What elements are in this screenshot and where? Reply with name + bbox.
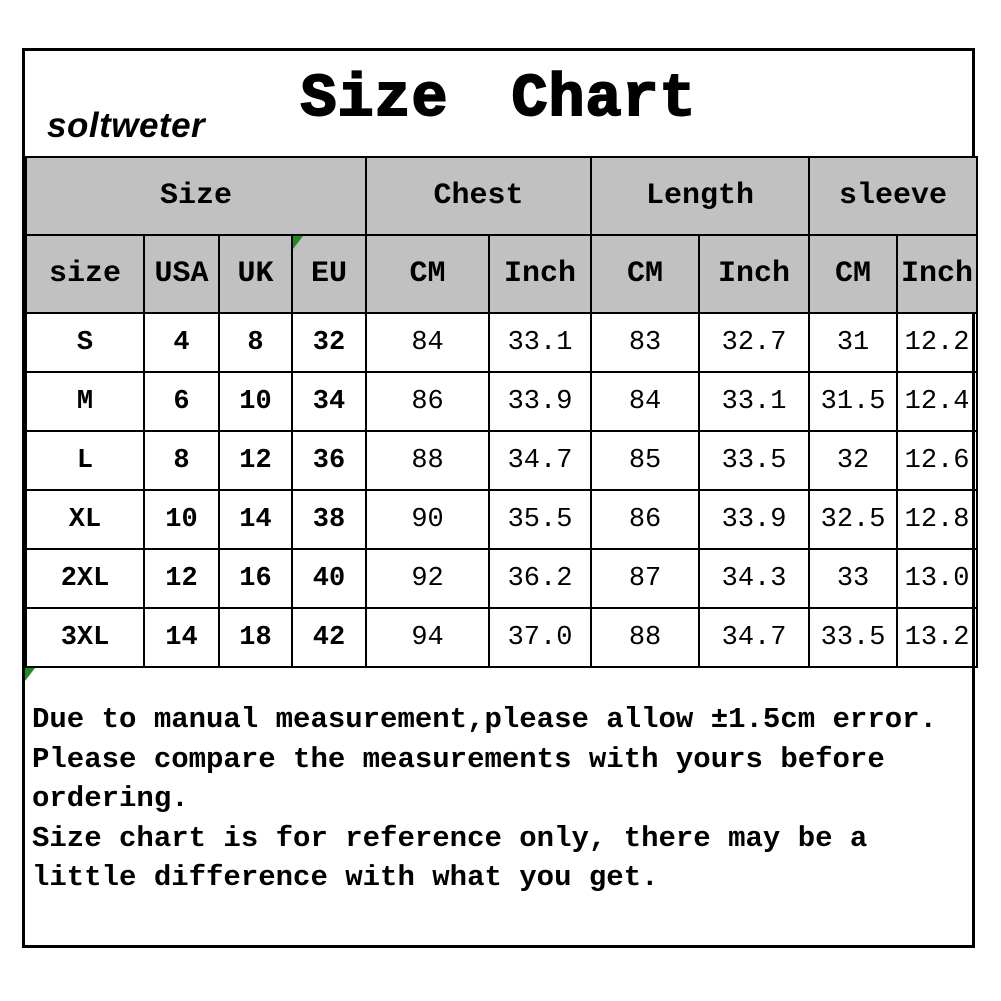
cell: 13.0: [897, 549, 977, 608]
cell: 84: [366, 313, 489, 372]
cell: 36: [292, 431, 366, 490]
cell: 84: [591, 372, 699, 431]
cell: XL: [26, 490, 144, 549]
cell: 34: [292, 372, 366, 431]
table-row-2xl: [26, 549, 977, 608]
col-header-length-inch: Inch: [699, 235, 809, 313]
group-header-length: Length: [591, 157, 809, 235]
cell: 38: [292, 490, 366, 549]
cell: 94: [366, 608, 489, 667]
cell: 92: [366, 549, 489, 608]
col-header-eu: [292, 235, 366, 313]
cell: 85: [591, 431, 699, 490]
size-chart-sheet: [22, 48, 975, 948]
cell: 33.9: [699, 490, 809, 549]
cell: 14: [219, 490, 292, 549]
cell: 31: [809, 313, 897, 372]
cell: 33.1: [489, 313, 591, 372]
size-table: [25, 156, 978, 668]
cell: 34.3: [699, 549, 809, 608]
cell: 86: [591, 490, 699, 549]
cell: 33: [809, 549, 897, 608]
cell: 10: [219, 372, 292, 431]
col-header-sleeve-inch: Inch: [897, 235, 977, 313]
cell: 33.5: [809, 608, 897, 667]
group-header-chest: Chest: [366, 157, 591, 235]
table-row-s: [26, 313, 977, 372]
title-band: [25, 51, 972, 156]
cell: 12: [219, 431, 292, 490]
col-header-uk: UK: [219, 235, 292, 313]
note-line: ordering.: [32, 782, 189, 815]
table-row-xl: [26, 490, 977, 549]
brand-watermark: soltweter: [47, 106, 206, 145]
group-header-row: [26, 157, 977, 235]
page-title: Size Chart: [300, 65, 697, 134]
cell: 12.4: [897, 372, 977, 431]
group-header-sleeve: sleeve: [809, 157, 977, 235]
cell: 90: [366, 490, 489, 549]
cell: 16: [219, 549, 292, 608]
col-header-eu-label: EU: [311, 257, 348, 291]
cell: 2XL: [26, 549, 144, 608]
table-row-m: [26, 372, 977, 431]
cell: 32: [809, 431, 897, 490]
col-header-length-cm: CM: [591, 235, 699, 313]
cell: 31.5: [809, 372, 897, 431]
cell: 6: [144, 372, 219, 431]
table-row-l: [26, 431, 977, 490]
cell: 33.9: [489, 372, 591, 431]
cell: 36.2: [489, 549, 591, 608]
cell: 3XL: [26, 608, 144, 667]
cell: 83: [591, 313, 699, 372]
cell: 34.7: [489, 431, 591, 490]
cell: 14: [144, 608, 219, 667]
cell: 33.1: [699, 372, 809, 431]
cell: 37.0: [489, 608, 591, 667]
cell: M: [26, 372, 144, 431]
cell: 42: [292, 608, 366, 667]
cell: 88: [366, 431, 489, 490]
table-row-3xl: [26, 608, 977, 667]
note-line: Size chart is for reference only, there may be a: [32, 821, 868, 855]
measurement-notes: [25, 668, 972, 945]
cell: 4: [144, 313, 219, 372]
cell: 12.8: [897, 490, 977, 549]
col-header-chest-inch: Inch: [489, 235, 591, 313]
note-line: Due to manual measurement,please allow ±1.5cm error.: [32, 703, 937, 736]
cell: 87: [591, 549, 699, 608]
cell: 34.7: [699, 608, 809, 667]
col-header-size: size: [26, 235, 144, 313]
cell: L: [26, 431, 144, 490]
cell: 35.5: [489, 490, 591, 549]
cell: 8: [144, 431, 219, 490]
cell: 10: [144, 490, 219, 549]
cell: S: [26, 313, 144, 372]
note-line: little difference with what you get.: [32, 861, 659, 894]
note-line: Please compare the measurements with yours before: [32, 742, 885, 776]
cell: 12.6: [897, 431, 977, 490]
cell-corner-flag-icon: [25, 668, 35, 681]
cell: 33.5: [699, 431, 809, 490]
col-header-sleeve-cm: CM: [809, 235, 897, 313]
cell: 12.2: [897, 313, 977, 372]
group-header-size: Size: [26, 157, 366, 235]
col-header-chest-cm: CM: [366, 235, 489, 313]
cell: 18: [219, 608, 292, 667]
cell: 32.7: [699, 313, 809, 372]
cell: 13.2: [897, 608, 977, 667]
cell: 88: [591, 608, 699, 667]
col-header-usa: USA: [144, 235, 219, 313]
cell: 32.5: [809, 490, 897, 549]
cell: 12: [144, 549, 219, 608]
cell: 86: [366, 372, 489, 431]
cell: 8: [219, 313, 292, 372]
cell: 32: [292, 313, 366, 372]
cell-corner-flag-icon: [293, 236, 303, 249]
cell: 40: [292, 549, 366, 608]
column-header-row: [26, 235, 977, 313]
